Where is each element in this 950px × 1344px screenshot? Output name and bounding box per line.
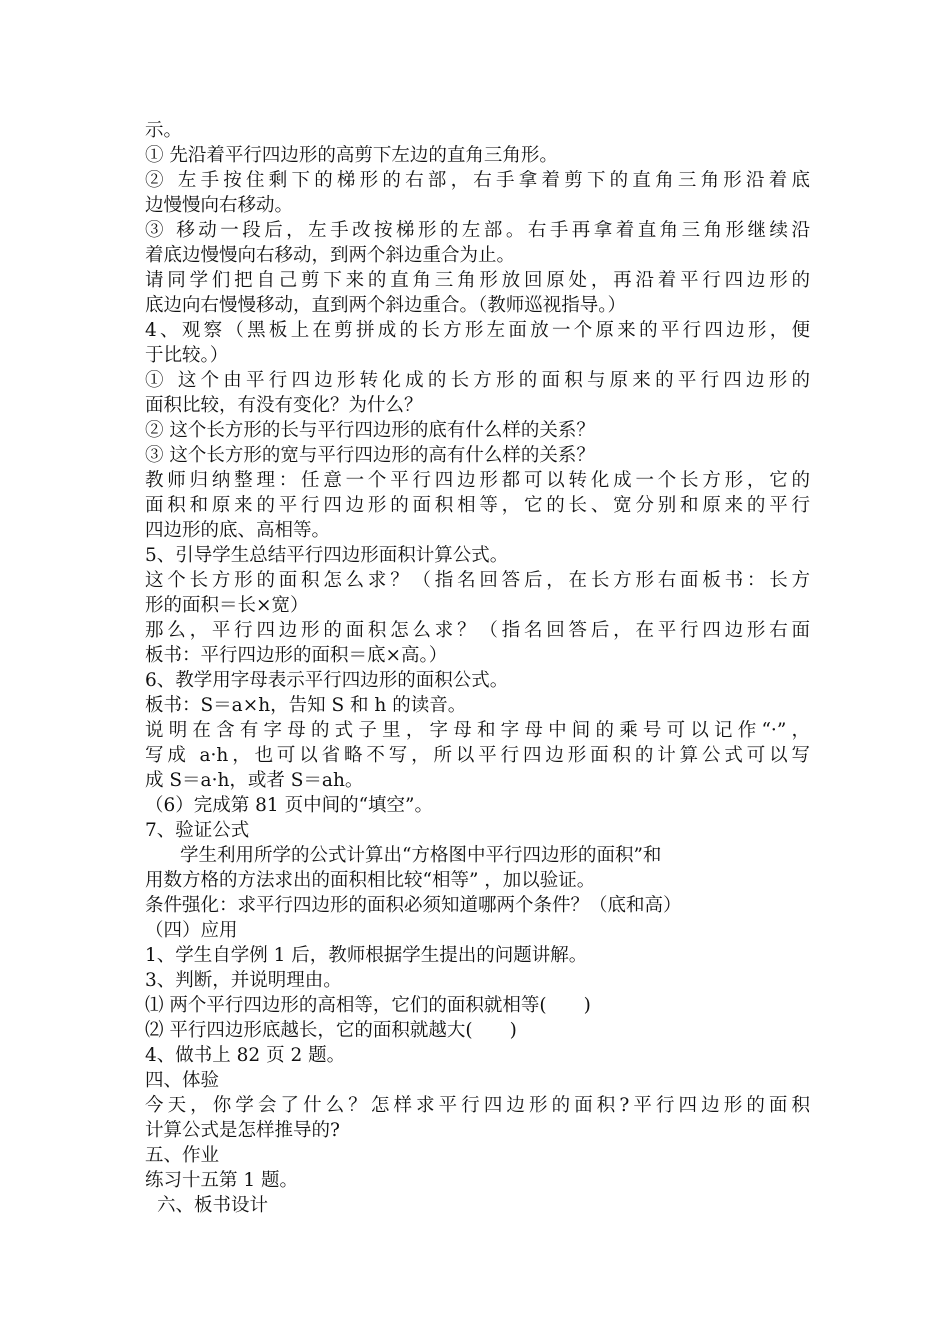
text-line: 4、观察（黑板上在剪拼成的长方形左面放一个原来的平行四边形，便 bbox=[145, 320, 810, 341]
text-line: ③ 这个长方形的宽与平行四边形的高有什么样的关系？ bbox=[145, 445, 595, 466]
text-line: 成 S＝a·h，或者 S＝ah。 bbox=[145, 770, 364, 791]
text-line: 面积和原来的平行四边形的面积相等，它的长、宽分别和原来的平行 bbox=[145, 495, 810, 516]
text-line: 4、做书上 82 页 2 题。 bbox=[145, 1045, 346, 1066]
text-line: 板书：平行四边形的面积＝底×高。） bbox=[145, 645, 448, 666]
text-line: 教师归纳整理：任意一个平行四边形都可以转化成一个长方形，它的 bbox=[145, 470, 810, 491]
text-line: ⑴ 两个平行四边形的高相等，它们的面积就相等( ) bbox=[145, 995, 591, 1016]
text-line: 着底边慢慢向右移动，到两个斜边重合为止。 bbox=[145, 245, 516, 266]
text-line: 用数方格的方法求出的面积相比较“相等” ，加以验证。 bbox=[145, 870, 596, 891]
text-line: ② 左手按住剩下的梯形的右部，右手拿着剪下的直角三角形沿着底 bbox=[145, 170, 810, 191]
text-line: 那么，平行四边形的面积怎么求？（指名回答后，在平行四边形右面 bbox=[145, 620, 810, 641]
text-line: 1、学生自学例 1 后，教师根据学生提出的问题讲解。 bbox=[145, 945, 588, 966]
text-line: 形的面积＝长×宽） bbox=[145, 595, 309, 616]
text-line: 请同学们把自己剪下来的直角三角形放回原处，再沿着平行四边形的 bbox=[145, 270, 810, 291]
text-line: 五、作业 bbox=[145, 1145, 220, 1166]
text-line: 3、判断，并说明理由。 bbox=[145, 970, 342, 991]
text-line: ② 这个长方形的长与平行四边形的底有什么样的关系？ bbox=[145, 420, 595, 441]
text-line: 面积比较，有没有变化？为什么？ bbox=[145, 395, 423, 416]
text-line: ① 这个由平行四边形转化成的长方形的面积与原来的平行四边形的 bbox=[145, 370, 810, 391]
text-line: 学生利用所学的公式计算出“方格图中平行四边形的面积”和 bbox=[180, 845, 662, 866]
text-line: 7、验证公式 bbox=[145, 820, 250, 841]
text-line: 5、引导学生总结平行四边形面积计算公式。 bbox=[145, 545, 509, 566]
text-line: ⑵ 平行四边形底越长，它的面积就越大( ) bbox=[145, 1020, 517, 1041]
text-line: ① 先沿着平行四边形的高剪下左边的直角三角形。 bbox=[145, 145, 558, 166]
text-line: 条件强化：求平行四边形的面积必须知道哪两个条件？（底和高） bbox=[145, 895, 682, 916]
text-line: 练习十五第 1 题。 bbox=[145, 1170, 299, 1191]
text-line: 板书：S＝a×h，告知 S 和 h 的读音。 bbox=[145, 695, 467, 716]
text-line: 底边向右慢慢移动，直到两个斜边重合。（教师巡视指导。） bbox=[145, 295, 627, 316]
text-line: 边慢慢向右移动。 bbox=[145, 195, 294, 216]
text-line: 四边形的底、高相等。 bbox=[145, 520, 331, 541]
text-line: 示。 bbox=[145, 120, 183, 141]
document-body bbox=[145, 118, 810, 1218]
text-line: 于比较。） bbox=[145, 345, 229, 366]
text-line: 计算公式是怎样推导的? bbox=[145, 1120, 340, 1141]
text-line: （四）应用 bbox=[145, 920, 238, 941]
text-line: 今天，你学会了什么？怎样求平行四边形的面积?平行四边形的面积 bbox=[145, 1095, 810, 1116]
text-line: ③ 移动一段后，左手改按梯形的左部。右手再拿着直角三角形继续沿 bbox=[145, 220, 810, 241]
text-line: （6）完成第 81 页中间的“填空”。 bbox=[145, 795, 433, 816]
text-line: 6、教学用字母表示平行四边形的面积公式。 bbox=[145, 670, 509, 691]
text-line: 四、体验 bbox=[145, 1070, 220, 1091]
text-line: 这个长方形的面积怎么求？（指名回答后，在长方形右面板书：长方 bbox=[145, 570, 810, 591]
text-line: 说明在含有字母的式子里，字母和字母中间的乘号可以记作“·”， bbox=[145, 720, 810, 741]
text-line: 六、板书设计 bbox=[157, 1195, 269, 1216]
text-line: 写成 a·h，也可以省略不写，所以平行四边形面积的计算公式可以写 bbox=[145, 745, 810, 766]
